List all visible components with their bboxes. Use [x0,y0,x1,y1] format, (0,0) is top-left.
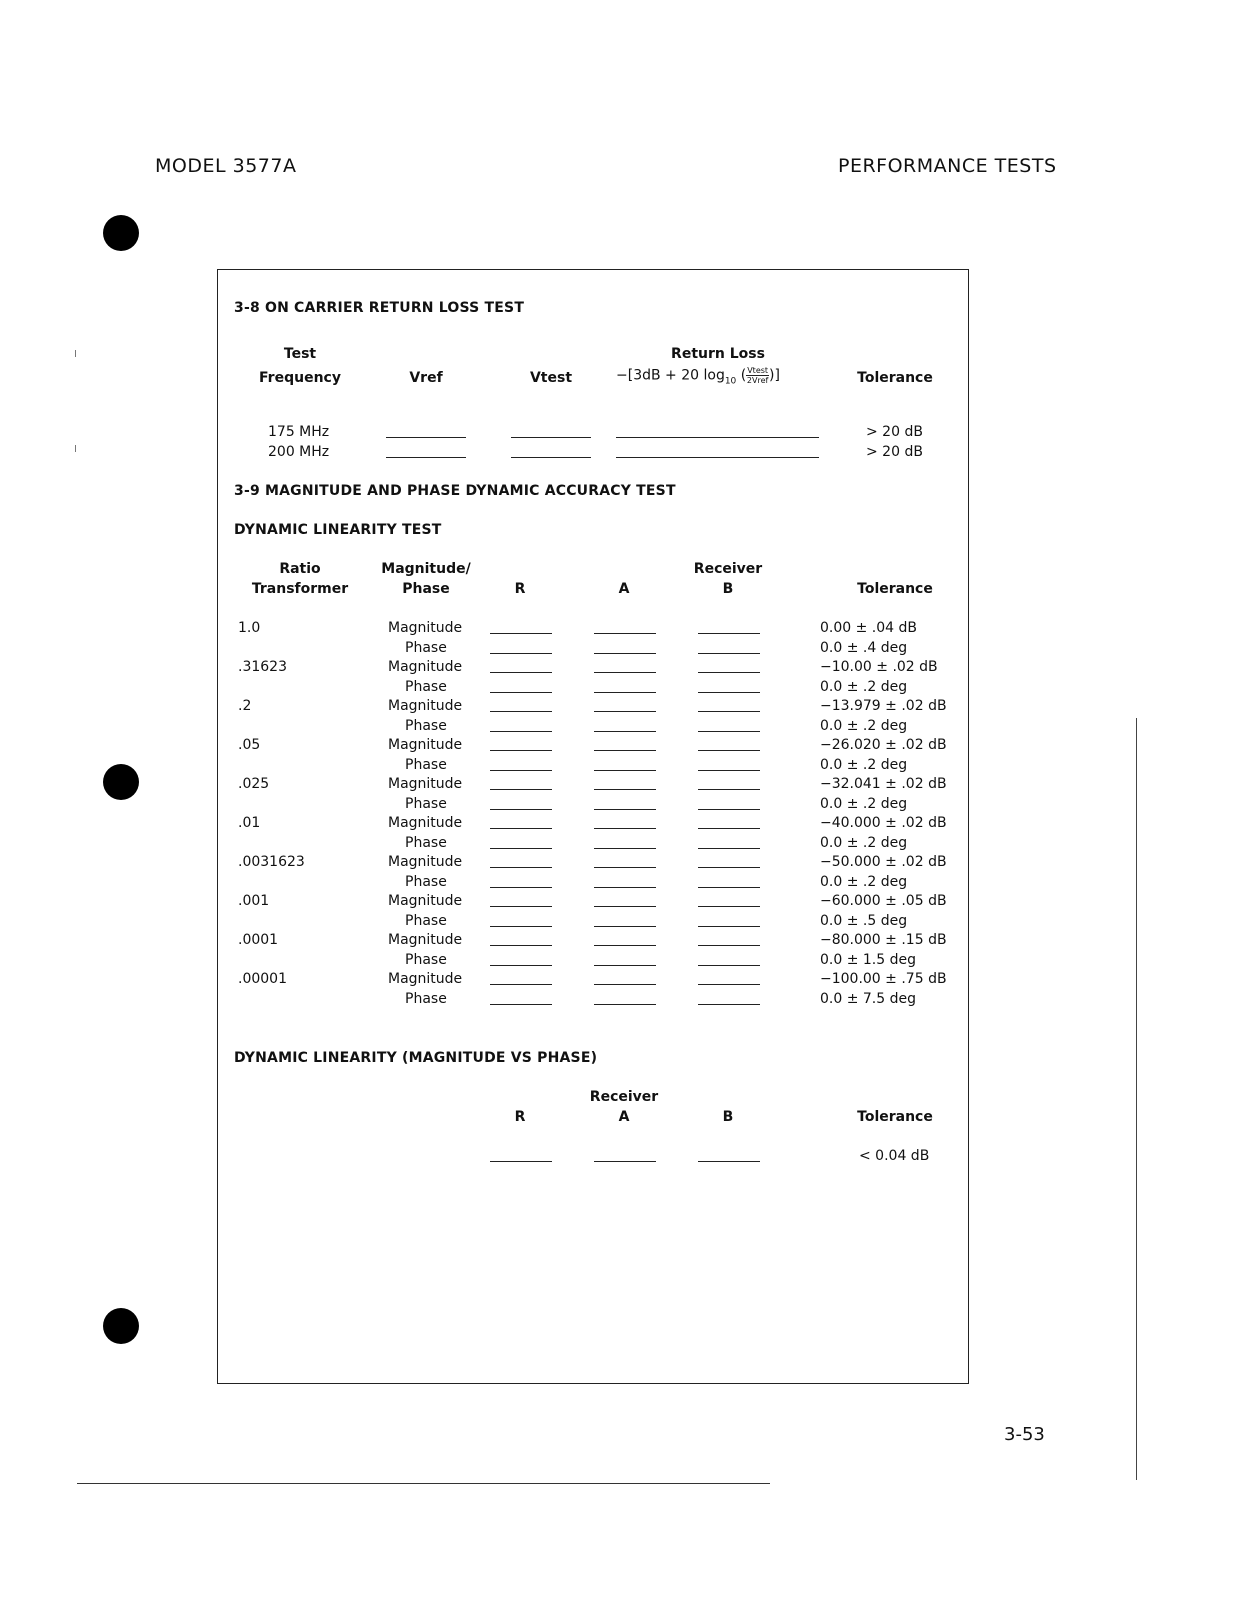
phase-label: Phase [405,639,447,656]
col-r-3: R [514,1109,526,1125]
col-receiver-3: Receiver [589,1089,659,1105]
phase-tolerance: 0.0 ± .2 deg [820,834,908,851]
magnitude-label: Magnitude [388,854,463,870]
magnitude-tolerance: −60.000 ± .05 dB [820,893,947,909]
magnitude-tolerance: −50.000 ± .02 dB [820,854,947,870]
phase-label: Phase [405,951,447,968]
magnitude-entry-b[interactable] [698,750,760,751]
phase-tolerance: 0.0 ± .2 deg [820,678,908,695]
phase-entry-r[interactable] [490,887,552,888]
formula-log-base: 10 [724,376,737,387]
phase-entry-a[interactable] [594,926,656,927]
side-rule [1136,718,1137,1480]
magnitude-entry-a[interactable] [594,750,656,751]
mvp-tolerance: < 0.04 dB [859,1148,930,1164]
phase-tolerance: 0.0 ± .2 deg [820,873,908,890]
phase-label: Phase [405,834,447,851]
phase-entry-r[interactable] [490,809,552,810]
vtest-entry-200[interactable] [511,457,591,458]
magnitude-entry-a[interactable] [594,789,656,790]
magnitude-entry-r[interactable] [490,945,552,946]
ratio-value: .05 [238,737,261,753]
magnitude-entry-b[interactable] [698,945,760,946]
magnitude-entry-a[interactable] [594,711,656,712]
col-tolerance-3: Tolerance [857,1109,933,1125]
magnitude-tolerance: −10.00 ± .02 dB [820,659,938,675]
freq-200: 200 MHz [268,444,330,460]
col-vtest: Vtest [529,370,573,386]
magnitude-label: Magnitude [388,776,463,792]
section-3-8-title: 3-8 ON CARRIER RETURN LOSS TEST [234,300,525,316]
col-tolerance-1: Tolerance [857,370,933,386]
magnitude-entry-r[interactable] [490,906,552,907]
phase-tolerance: 0.0 ± .2 deg [820,717,908,734]
phase-label: Phase [405,990,447,1007]
binder-hole-top [103,215,139,251]
magnitude-tolerance: −100.00 ± .75 dB [820,971,947,987]
phase-entry-b[interactable] [698,770,760,771]
phase-tolerance: 0.0 ± .2 deg [820,756,908,773]
phase-entry-r[interactable] [490,653,552,654]
phase-label: Phase [405,678,447,695]
phase-entry-b[interactable] [698,653,760,654]
phase-entry-a[interactable] [594,653,656,654]
binder-hole-bottom [103,1308,139,1344]
phase-entry-b[interactable] [698,926,760,927]
tolerance-175: > 20 dB [866,424,923,440]
phase-entry-a[interactable] [594,731,656,732]
phase-entry-b[interactable] [698,809,760,810]
col-phase: Phase [402,581,450,597]
page-number: 3-53 [1004,1424,1045,1445]
magnitude-label: Magnitude [388,815,463,831]
ratio-value: .31623 [238,659,287,675]
magnitude-entry-b[interactable] [698,672,760,673]
magnitude-entry-b[interactable] [698,828,760,829]
vtest-entry-175[interactable] [511,437,591,438]
col-b-3: B [722,1109,734,1125]
return-loss-entry-200[interactable] [616,457,819,458]
vref-entry-200[interactable] [386,457,466,458]
phase-entry-r[interactable] [490,692,552,693]
magnitude-entry-a[interactable] [594,633,656,634]
magnitude-entry-r[interactable] [490,711,552,712]
col-frequency: Frequency [259,370,341,386]
phase-tolerance: 0.0 ± 7.5 deg [820,990,916,1007]
margin-mark [75,445,76,452]
phase-entry-r[interactable] [490,1004,552,1005]
margin-mark [75,350,76,357]
magnitude-label: Magnitude [388,698,463,714]
ratio-value: .01 [238,815,261,831]
col-transformer: Transformer [251,581,349,597]
magnitude-label: Magnitude [388,620,463,636]
section-3-9-title: 3-9 MAGNITUDE AND PHASE DYNAMIC ACCURACY TEST [234,483,676,499]
mvp-entry-b[interactable] [698,1161,760,1162]
formula-prefix: −[3dB + 20 log [616,367,725,384]
magnitude-entry-b[interactable] [698,789,760,790]
magnitude-entry-b[interactable] [698,984,760,985]
col-vref: Vref [409,370,443,386]
tolerance-200: > 20 dB [866,444,923,460]
freq-175: 175 MHz [268,424,330,440]
col-receiver: Receiver [693,561,763,577]
col-test: Test [283,346,317,362]
magnitude-entry-a[interactable] [594,945,656,946]
phase-tolerance: 0.0 ± 1.5 deg [820,951,916,968]
phase-label: Phase [405,756,447,773]
phase-entry-a[interactable] [594,809,656,810]
mag-vs-phase-title: DYNAMIC LINEARITY (MAGNITUDE VS PHASE) [234,1050,598,1066]
mvp-entry-a[interactable] [594,1161,656,1162]
magnitude-entry-r[interactable] [490,828,552,829]
magnitude-entry-r[interactable] [490,750,552,751]
ratio-value: 1.0 [238,620,261,636]
magnitude-entry-a[interactable] [594,984,656,985]
magnitude-label: Magnitude [388,893,463,909]
mvp-entry-r[interactable] [490,1161,552,1162]
magnitude-tolerance: −32.041 ± .02 dB [820,776,947,792]
magnitude-entry-r[interactable] [490,984,552,985]
ratio-value: .0001 [238,932,279,948]
phase-label: Phase [405,912,447,929]
col-r: R [514,581,526,597]
magnitude-tolerance: −13.979 ± .02 dB [820,698,947,714]
phase-entry-r[interactable] [490,731,552,732]
phase-entry-b[interactable] [698,731,760,732]
phase-entry-r[interactable] [490,926,552,927]
magnitude-entry-b[interactable] [698,633,760,634]
footer-rule [77,1483,770,1484]
magnitude-label: Magnitude [388,971,463,987]
magnitude-entry-a[interactable] [594,906,656,907]
magnitude-entry-r[interactable] [490,633,552,634]
col-ratio: Ratio [279,561,321,577]
formula-numerator: Vtest [747,366,769,375]
phase-label: Phase [405,795,447,812]
col-a: A [618,581,630,597]
formula-suffix: )] [769,367,780,384]
magnitude-tolerance: −26.020 ± .02 dB [820,737,947,753]
phase-entry-a[interactable] [594,887,656,888]
dynamic-linearity-title: DYNAMIC LINEARITY TEST [234,522,442,538]
col-tolerance-2: Tolerance [857,581,933,597]
magnitude-tolerance: −40.000 ± .02 dB [820,815,947,831]
phase-entry-b[interactable] [698,848,760,849]
binder-hole-middle [103,764,139,800]
magnitude-label: Magnitude [388,932,463,948]
phase-entry-r[interactable] [490,965,552,966]
phase-entry-r[interactable] [490,848,552,849]
magnitude-entry-b[interactable] [698,867,760,868]
magnitude-entry-r[interactable] [490,789,552,790]
section-header: PERFORMANCE TESTS [838,155,1057,177]
magnitude-entry-a[interactable] [594,672,656,673]
ratio-value: .2 [238,698,252,714]
magnitude-entry-b[interactable] [698,711,760,712]
col-magnitude: Magnitude/ [381,561,471,577]
model-header: MODEL 3577A [155,155,297,177]
phase-entry-r[interactable] [490,770,552,771]
col-b: B [722,581,734,597]
magnitude-entry-a[interactable] [594,828,656,829]
phase-tolerance: 0.0 ± .4 deg [820,639,908,656]
ratio-value: .00001 [238,971,287,987]
magnitude-label: Magnitude [388,737,463,753]
phase-entry-a[interactable] [594,965,656,966]
return-loss-entry-175[interactable] [616,437,819,438]
phase-entry-a[interactable] [594,848,656,849]
magnitude-entry-r[interactable] [490,672,552,673]
magnitude-tolerance: −80.000 ± .15 dB [820,932,947,948]
phase-tolerance: 0.0 ± .2 deg [820,795,908,812]
phase-entry-b[interactable] [698,692,760,693]
phase-entry-b[interactable] [698,887,760,888]
col-a-3: A [618,1109,630,1125]
ratio-value: .025 [238,776,270,792]
phase-entry-b[interactable] [698,965,760,966]
ratio-value: .001 [238,893,270,909]
phase-entry-a[interactable] [594,770,656,771]
magnitude-label: Magnitude [388,659,463,675]
formula-denominator: 2Vref [746,376,769,385]
return-loss-formula: −[3dB + 20 $\log_{10}$ ( $\frac{\text{Vtest}}{\text{2Vref}}$ )] [616,366,780,387]
vref-entry-175[interactable] [386,437,466,438]
formula-fraction [746,366,769,385]
magnitude-entry-r[interactable] [490,867,552,868]
magnitude-tolerance: 0.00 ± .04 dB [820,620,918,636]
phase-tolerance: 0.0 ± .5 deg [820,912,908,929]
phase-entry-b[interactable] [698,1004,760,1005]
phase-label: Phase [405,717,447,734]
phase-label: Phase [405,873,447,890]
magnitude-entry-b[interactable] [698,906,760,907]
ratio-value: .0031623 [238,854,305,870]
col-return-loss: Return Loss [671,346,765,362]
phase-entry-a[interactable] [594,692,656,693]
magnitude-entry-a[interactable] [594,867,656,868]
phase-entry-a[interactable] [594,1004,656,1005]
